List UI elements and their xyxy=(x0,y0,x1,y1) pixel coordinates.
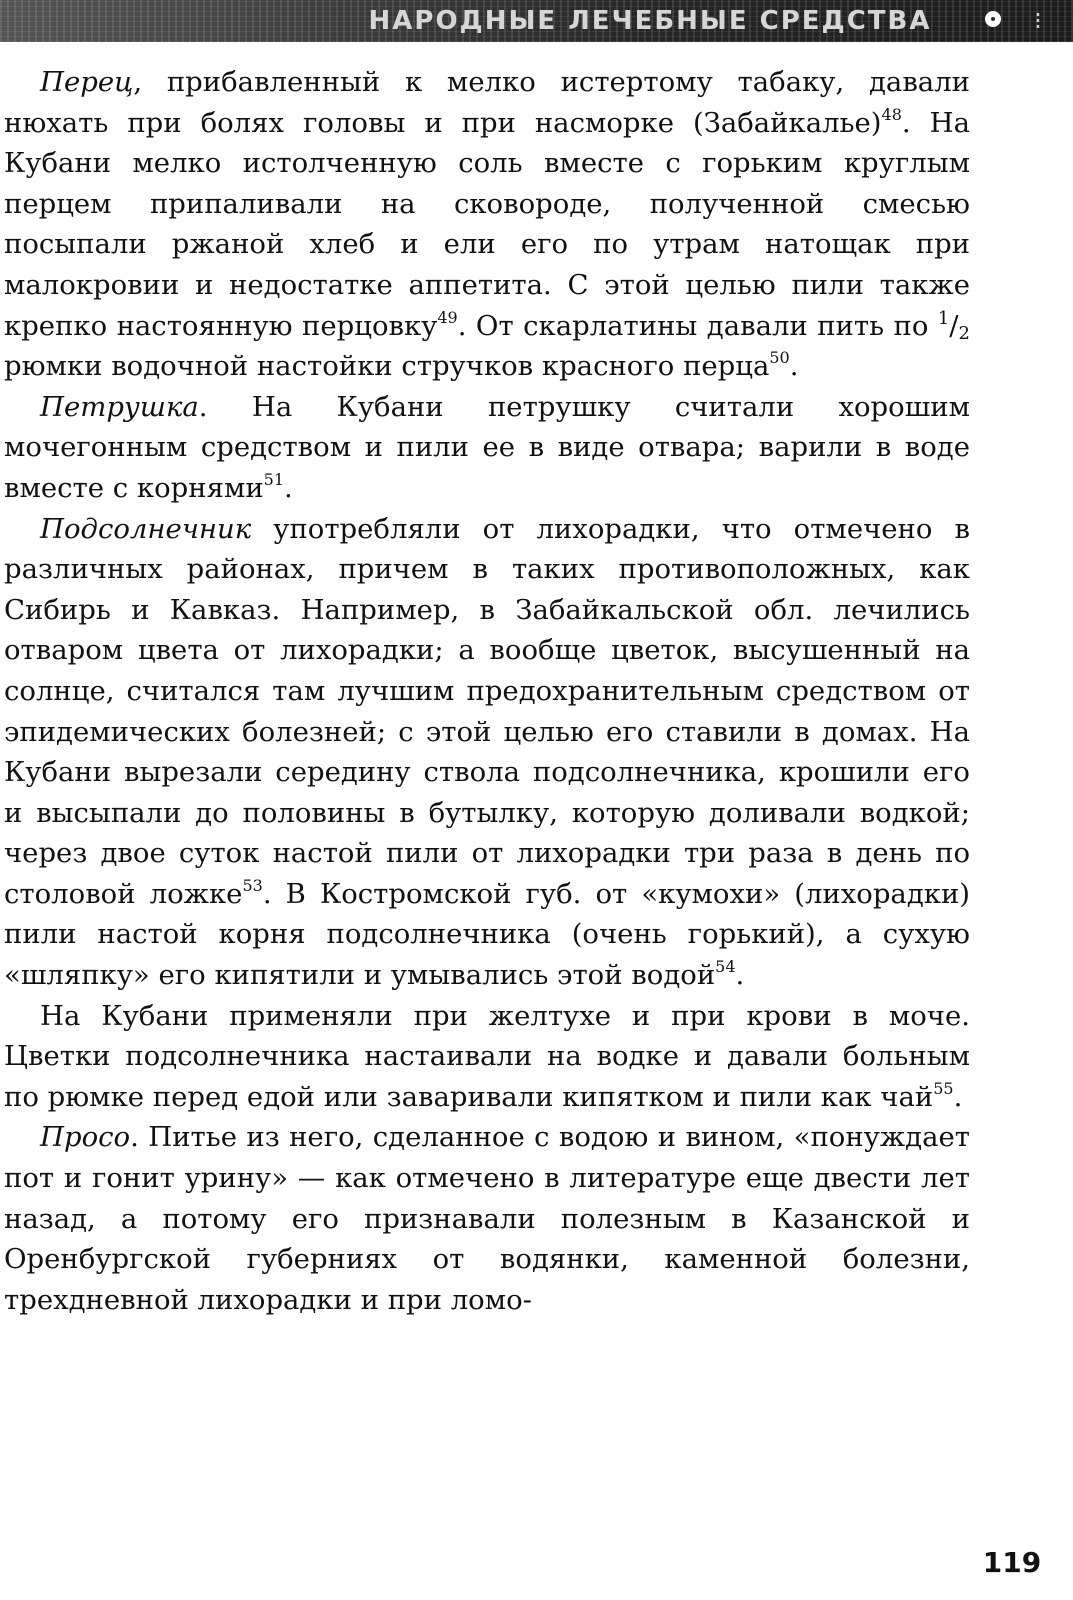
paragraph-text: . От скарлатины давали пить по xyxy=(457,309,938,342)
footnote-ref: 51 xyxy=(263,469,285,489)
fraction-denominator: 2 xyxy=(958,322,970,344)
paragraph-perets xyxy=(4,62,970,387)
footnote-ref: 49 xyxy=(437,307,458,327)
page-body xyxy=(4,62,970,1320)
page-number: 119 xyxy=(982,1546,1042,1579)
footnote-ref: 55 xyxy=(933,1078,954,1098)
paragraph-text: На Кубани применяли при желтухе и при крови в моче. Цветки подсолнечника настаивали на водке и давали больным по рюмке перед едой или заваривали кипятком и пили как чай xyxy=(4,999,970,1113)
paragraph-text: рюмки водочной настойки стручков красного перца xyxy=(4,350,770,383)
paragraph-text: , прибавленный к мелко истертому табаку, давали нюхать при болях головы и при насморке (Забайкалье) xyxy=(4,66,970,139)
running-header-title: НАРОДНЫЕ ЛЕЧЕБНЫЕ СРЕДСТВА xyxy=(368,6,932,36)
paragraph-text: . xyxy=(735,959,745,992)
paragraph-text: . xyxy=(789,350,799,383)
paragraph-text: . xyxy=(953,1080,963,1113)
entry-term: Подсолнечник xyxy=(40,512,252,545)
paragraph-text: . Питье из него, сделанное с водою и вином, «понуждает пот и гонит урину» — как отмечено в литературе еще двести лет назад, а потому его признавали полезным в Казанской и Оренбургской губерниях от водянки, каменной болезни, трехдневной лихорадки и при ломо- xyxy=(4,1121,970,1316)
fraction-slash: / xyxy=(949,309,959,342)
fraction-numerator: 1 xyxy=(937,307,950,329)
paragraph-podsolnechnik xyxy=(4,509,970,996)
entry-term: Петрушка xyxy=(40,390,199,423)
header-circle-marker-icon xyxy=(985,11,1001,27)
paragraph-text: . xyxy=(284,471,293,504)
footnote-ref: 50 xyxy=(769,348,790,368)
paragraph-text: употребляли от лихорадки, что отмечено в различных районах, причем в таких противоположных, как Сибирь и Кавказ. Например, в Забайкальской обл. лечились отваром цвета от лихорадки; а вообще цветок, высушенный на солнце, считался там лучшим предохранительным средством от эпидемических болезней; с этой целью его ставили в домах. На Кубани вырезали середину ствола подсолнечника, крошили его и высыпали до половины в бутылку, которую доливали водкой; через двое суток настой пили от лихорадки три раза в день по столовой ложке xyxy=(4,512,970,910)
header-end-glyph: ⁝ xyxy=(1034,7,1042,35)
paragraph-text: . В Костромской губ. от «кумохи» (лихорадки) пили настой корня подсолнечника (очень горький), а сухую «шляпку» его кипятили и умывались этой водой xyxy=(4,877,971,992)
paragraph-kuban-sunflower xyxy=(4,996,970,1118)
footnote-ref: 54 xyxy=(715,957,736,977)
paragraph-text: . На Кубани мелко истолченную соль вместе с горьким круглым перцем припаливали на сковороде, полученной смесью посыпали ржаной хлеб и ели его по утрам натощак при малокровии и недостатке аппетита. С этой целью пили также крепко настоянную перцовку xyxy=(4,106,970,342)
paragraph-text: . На Кубани петрушку считали хорошим мочегонным средством и пили ее в виде отвара; варили в воде вместе с корнями xyxy=(4,390,970,504)
footnote-ref: 53 xyxy=(242,875,263,895)
entry-term: Перец xyxy=(40,66,134,98)
paragraph-petrushka xyxy=(4,387,970,509)
paragraph-proso xyxy=(4,1117,970,1320)
running-header xyxy=(0,0,1073,42)
entry-term: Просо xyxy=(40,1121,131,1154)
footnote-ref: 48 xyxy=(881,104,902,124)
